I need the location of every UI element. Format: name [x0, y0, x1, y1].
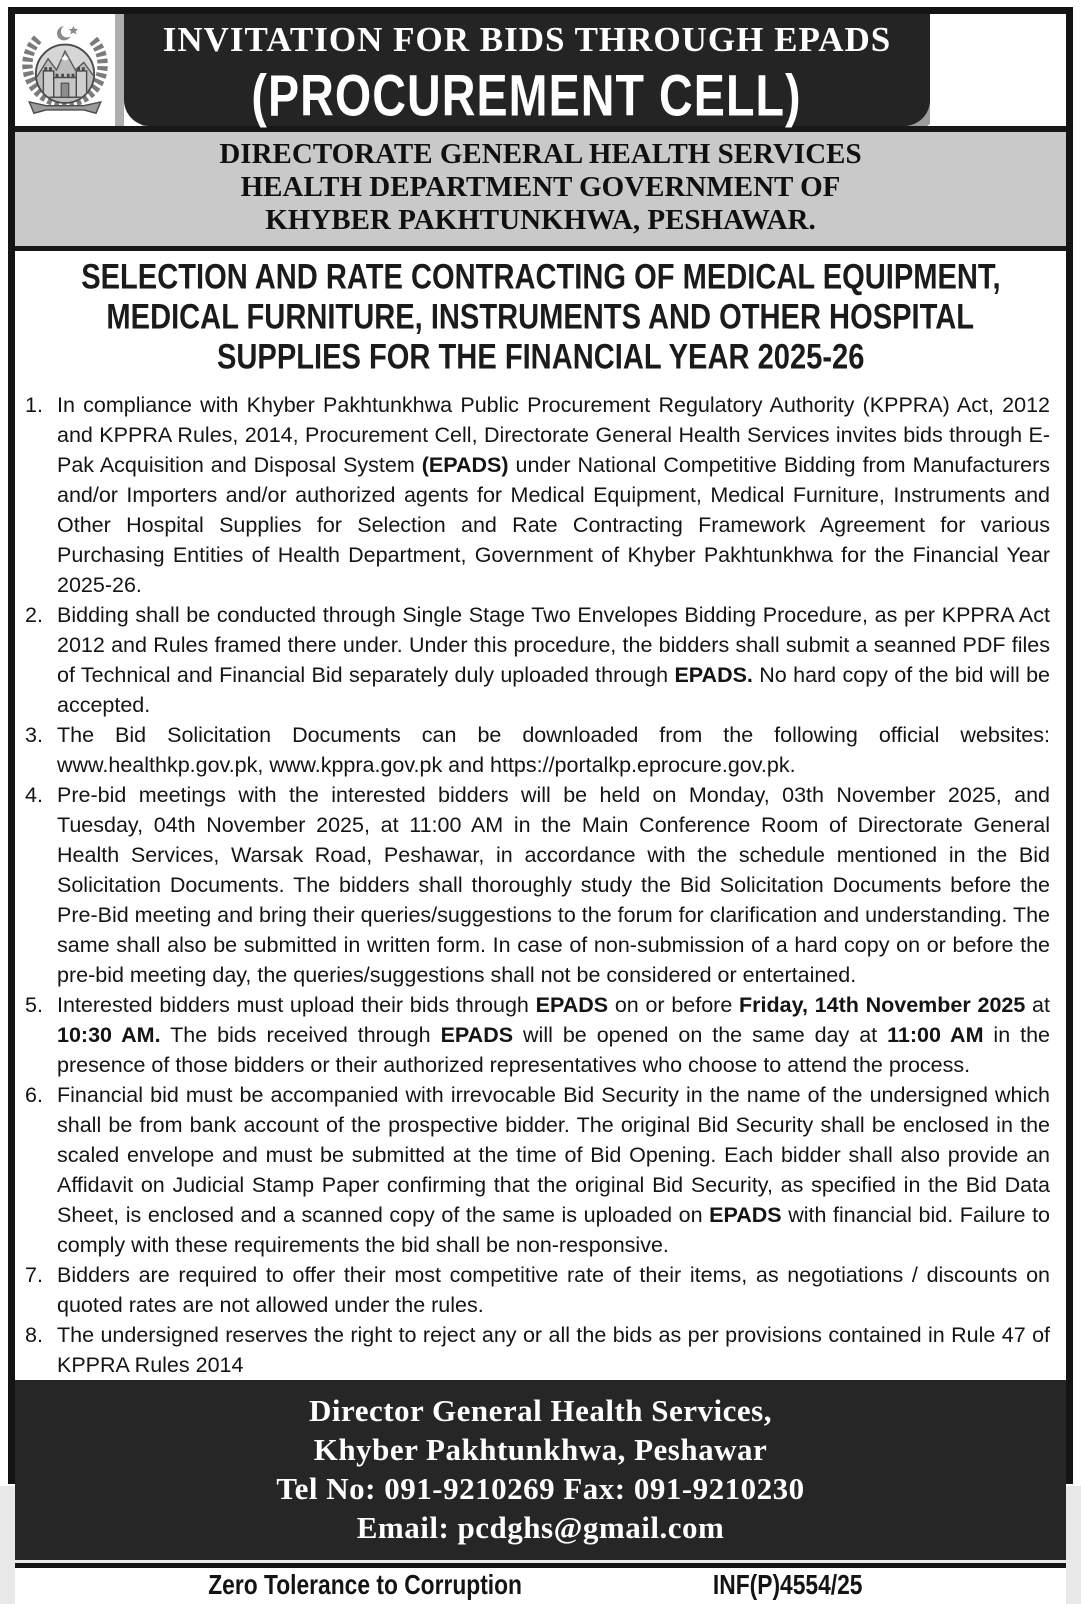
department-band — [15, 126, 1066, 251]
item-number: 4. — [25, 783, 43, 807]
item-number: 2. — [25, 603, 43, 627]
item-number: 6. — [25, 1083, 43, 1107]
header-subtitle-text: (PROCUREMENT CELL) — [251, 64, 803, 129]
header-band — [124, 14, 930, 129]
item-text: Interested bidders must upload their bids through EPADS on or before Friday, 14th November 2025 at 10:30 AM. The bids received through EPADS will be opened on the same day at 11:00 AM in the presence of those bidders or their authorized representatives who choose to attend the process. — [57, 993, 1051, 1077]
item-number: 7. — [25, 1263, 43, 1287]
logo-box — [15, 14, 124, 126]
list-item — [25, 1320, 1050, 1380]
list-item — [25, 990, 1050, 1080]
bid-items-list — [15, 385, 1066, 1380]
department-line: HEALTH DEPARTMENT GOVERNMENT OF — [240, 171, 841, 203]
item-text: Bidding shall be conducted through Single Stage Two Envelopes Bidding Procedure, as per KPPRA Act 2012 and Rules framed there under. Under this procedure, the bidders shall submit a seanned PDF files of Technical and Financial Bid separately duly uploaded through EPADS. No hard copy of the bid will be accepted. — [57, 603, 1050, 717]
kp-government-emblem-icon — [18, 20, 112, 120]
item-number: 3. — [25, 723, 43, 747]
bottom-bar — [15, 1563, 1066, 1604]
department-line: DIRECTORATE GENERAL HEALTH SERVICES — [219, 138, 862, 170]
header-filler — [930, 14, 1066, 126]
item-text: The Bid Solicitation Documents can be downloaded from the following official websites: www.healthkp.gov.pk, www.kppra.gov.pk and https://portalkp.eprocure.gov.pk. — [57, 723, 1050, 777]
header — [15, 14, 1066, 129]
item-text: Financial bid must be accompanied with irrevocable Bid Security in the name of the undersigned which shall be from bank account of the prospective bidder. The original Bid Security shall be enclosed in the scaled envelope and must be submitted at the time of Bid Opening. Each bidder shall also provide an Affidavit on Judicial Stamp Paper confirming that the original Bid Security, as specified in the Bid Data Sheet, is enclosed and a scanned copy of the same is uploaded on EPADS with financial bid. Failure to comply with these requirements the bid shall be non-responsive. — [57, 1083, 1050, 1257]
header-title: INVITATION FOR BIDS THROUGH EPADS — [162, 20, 892, 59]
signature-line: Director General Health Services, — [309, 1393, 772, 1428]
signature-block — [15, 1380, 1066, 1560]
item-number: 8. — [25, 1323, 43, 1347]
header-subtitle — [124, 64, 930, 129]
list-item — [25, 390, 1050, 600]
item-text: Pre-bid meetings with the interested bidders will be held on Monday, 03th November 2025, and Tuesday, 04th November 2025, at 11:00 AM in the Main Conference Room of Directorate General Health Services, Warsak Road, Peshawar, in accordance with the schedule mentioned in the Bid Solicitation Documents. The bidders shall thoroughly study the Bid Solicitation Documents before the Pre-Bid meeting and bring their queries/suggestions to the forum for clarification and understanding. The same shall also be submitted in written form. In case of non-submission of a hard copy on or before the pre-bid meeting day, the queries/suggestions shall not be considered or entertained. — [57, 783, 1050, 987]
notice-title-line: MEDICAL FURNITURE, INSTRUMENTS AND OTHER HOSPITAL — [106, 298, 975, 337]
advert-ref-number: INF(P)4554/25 — [712, 1569, 863, 1601]
list-item — [25, 1080, 1050, 1260]
department-line: KHYBER PAKHTUNKHWA, PESHAWAR. — [265, 204, 816, 236]
list-item — [25, 720, 1050, 780]
signature-line: Khyber Pakhtunkhwa, Peshawar — [313, 1432, 768, 1467]
item-text: Bidders are required to offer their most competitive rate of their items, as negotiations / discounts on quoted rates are not allowed under the rules. — [57, 1263, 1050, 1317]
notice-frame — [8, 7, 1073, 1601]
signature-line: Email: pcdghs@gmail.com — [356, 1510, 725, 1545]
notice-title-line: SELECTION AND RATE CONTRACTING OF MEDICAL EQUIPMENT, — [80, 258, 1001, 297]
list-item — [25, 780, 1050, 990]
list-item — [25, 600, 1050, 720]
item-text: In compliance with Khyber Pakhtunkhwa Public Procurement Regulatory Authority (KPPRA) Act, 2012 and KPPRA Rules, 2014, Procurement Cell, Directorate General Health Services invites bids through E-Pak Acquisition and Disposal System (EPADS) under National Competitive Bidding from Manufacturers and/or Importers and/or authorized agents for Medical Equipment, Medical Furniture, Instruments and Other Hospital Supplies for Selection and Rate Contracting Framework Agreement for various Purchasing Entities of Health Department, Government of Khyber Pakhtunkhwa for the Financial Year 2025-26. — [57, 393, 1050, 597]
signature-line: Tel No: 091-9210269 Fax: 091-9210230 — [276, 1471, 805, 1506]
item-number: 1. — [25, 393, 43, 417]
notice-title — [15, 251, 1066, 385]
item-number: 5. — [25, 993, 43, 1017]
item-text: The undersigned reserves the right to reject any or all the bids as per provisions contained in Rule 47 of KPPRA Rules 2014 — [57, 1323, 1050, 1377]
notice-title-line: SUPPLIES FOR THE FINANCIAL YEAR 2025-26 — [216, 338, 865, 377]
slogan: Zero Tolerance to Corruption — [208, 1569, 522, 1601]
list-item — [25, 1260, 1050, 1320]
